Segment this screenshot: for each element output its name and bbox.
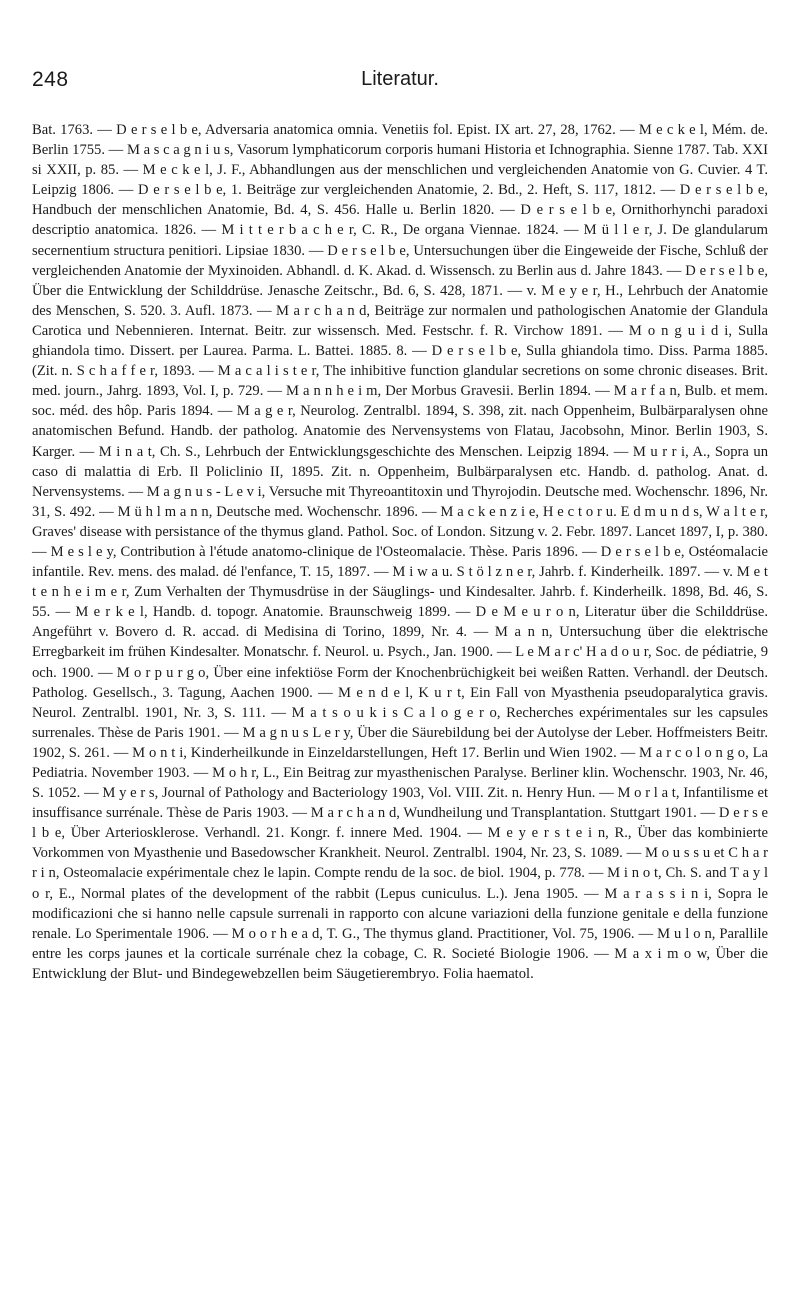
page-header (32, 68, 768, 100)
page-number: 248 (32, 68, 69, 91)
running-title: Literatur. (361, 68, 439, 90)
bibliography-paragraph: Bat. 1763. — D e r s e l b e, Adversaria anatomica omnia. Venetiis fol. Epist. IX art. 27, 28, 1762. — M e c k e l, Mém. de. Berlin 1755. — M a s c a g n i u s, Vasorum lymphaticorum corporis humani Historia et Ichnographia. Sienne 1787. Tab. XXI si XXII, p. 85. — M e c k e l, J. F., Abhandlungen aus der menschlichen und vergleichenden Anatomie von G. Cuvier. 4 T. Leipzig 1806. — D e r s e l b e, 1. Beiträge zur vergleichenden Anatomie, 2. Bd., 2. Heft, S. 117, 1812. — D e r s e l b e, Handbuch der menschlichen Anatomie, Bd. 4, S. 456. Halle u. Berlin 1820. — D e r s e l b e, Ornithorhynchi paradoxi descriptio anatomica. 1826. — M i t t e r b a c h e r, C. R., De organa Viennae. 1824. — M ü l l e r, J. De glandularum secernentium structura penitiori. Lipsiae 1830. — D e r s e l b e, Untersuchungen über die Eingeweide der Fische, Schluß der vergleichenden Anatomie der Myxinoiden. Abhandl. d. K. Akad. d. Wissensch. zu Berlin aus d. Jahre 1843. — D e r s e l b e, Über die Entwicklung der Schilddrüse. Jenasche Zeitschr., Bd. 6, S. 428, 1871. — v. M e y e r, H., Lehrbuch der Anatomie des Menschen, S. 520. 3. Aufl. 1873. — M a r c h a n d, Beiträge zur normalen und pathologischen Anatomie der Glandula Carotica und Nebennieren. Internat. Beitr. zur wissensch. Med. Festschr. f. R. Virchow 1891. — M o n g u i d i, Sulla ghiandola timo. Dissert. per Laurea. Parma. L. Battei. 1885. 8. — D e r s e l b e, Sulla ghiandola timo. Diss. Parma 1885. (Zit. n. S c h a f f e r, 1893. — M a c a l i s t e r, The inhibitive function glandular secretions on some chronic diseases. Brit. med. journ., Jahrg. 1893, Vol. I, p. 729. — M a n n h e i m, Der Morbus Gravesii. Berlin 1894. — M a r f a n, Bulb. et mem. soc. méd. des hôp. Paris 1894. — M a g e r, Neurolog. Zentralbl. 1894, S. 398, zit. nach Oppenheim, Bulbärparalysen ohne anatomischen Befund. Handb. der patholog. Anatomie des Nervensystems von Flatau, Jacobsohn, Minor. Berlin 1903, S. Karger. — M i n a t, Ch. S., Lehrbuch der Entwicklungsgeschichte des Menschen. Leipzig 1894. — M u r r i, A., Sopra un caso di malattia di Erb. Il Policlinio II, 1895. Zit. n. Oppenheim, Bulbärparalysen etc. Handb. d. patholog. Anat. d. Nervensystems. — M a g n u s - L e v i, Versuche mit Thyreoantitoxin und Thyrojodin. Deutsche med. Wochenschr. 1896, Nr. 31, S. 492. — M ü h l m a n n, Deutsche med. Wochenschr. 1896. — M a c k e n z i e, H e c t o r u. E d m u n d s, W a l t e r, Graves' disease with persistance of the thymus gland. Pathol. Soc. of London. Sitzung v. 2. Febr. 1897. Lancet 1897, I, p. 380. — M e s l e y, Contribution à l'étude anatomo-clinique de l'Osteomalacie. Thèse. Paris 1896. — D e r s e l b e, Ostéomalacie infantile. Rev. mens. des malad. dé l'enfance, T. 15, 1897. — M i w a u. S t ö l z n e r, Jahrb. f. Kinderheilk. 1897. — v. M e t t e n h e i m e r, Zum Verhalten der Thymusdrüse in der Säuglings- und Kindesalter. Jahrb. f. Kinderheilk. 1898, Bd. 46, S. 55. — M e r k e l, Handb. d. topogr. Anatomie. Braunschweig 1899. — D e M e u r o n, Literatur über die Schilddrüse. Angeführt v. Bovero d. R. accad. di Medisina di Torino, 1899, Nr. 4. — M a n n, Untersuchung über die elektrische Erregbarkeit im frühen Kindesalter. Monatschr. f. Neurol. u. Psych., Jan. 1900. — L e M a r c' H a d o u r, Soc. de pédiatrie, 9 och. 1900. — M o r p u r g o, Über eine infektiöse Form der Knochenbrüchigkeit bei weißen Ratten. Verhandl. der Deutsch. Patholog. Gesellsch., 3. Tagung, Aachen 1900. — M e n d e l, K u r t, Ein Fall von Myasthenia pseudoparalytica gravis. Neurol. Zentralbl. 1901, Nr. 3, S. 111. — M a t s o u k i s C a l o g e r o, Recherches expérimentales sur les capsules surrenales. Thèse de Paris 1901. — M a g n u s L e r y, Über die Säurebildung bei der Autolyse der Leber. Hoffmeisters Beitr. 1902, S. 261. — M o n t i, Kinderheilkunde in Einzeldarstellungen, Heft 17. Berlin und Wien 1902. — M a r c o l o n g o, La Pediatria. November 1903. — M o h r, L., Ein Beitrag zur myasthenischen Paralyse. Berliner klin. Wochenschr. 1903, Nr. 46, S. 1052. — M y e r s, Journal of Pathology and Bacteriology 1903, Vol. VIII. Zit. n. Henry Hun. — M o r l a t, Infantilisme et insuffisance surrénale. Thèse de Paris 1903. — M a r c h a n d, Wundheilung und Transplantation. Stuttgart 1901. — D e r s e l b e, Über Arteriosklerose. Verhandl. 21. Kongr. f. innere Med. 1904. — M e y e r s t e i n, R., Über das kombinierte Vorkommen von Myasthenie und Basedowscher Krankheit. Neurol. Zentralbl. 1904, Nr. 23, S. 1089. — M o u s s u et C h a r r i n, Osteomalacie expérimentale chez le lapin. Compte rendu de la soc. de biol. 1904, p. 778. — M i n o t, Ch. S. and T a y l o r, E., Normal plates of the development of the rabbit (Lepus cuniculus. L.). Jena 1905. — M a r a s s i n i, Sopra le modificazioni che si hanno nelle capsule surrenali in rapporto con alcune variazioni della funzione genitale e della funzione renale. Lo Sperimentale 1906. — M o o r h e a d, T. G., The thymus gland. Practitioner, Vol. 75, 1906. — M u l o n, Parallile entre les corps jaunes et la corticale surrénale chez la cobage, C. R. Societé Biologie 1906. — M a x i m o w, Über die Entwicklung der Blut- und Bindegewebzellen beim Säugetierembryo. Folia haematol. (32, 122, 768, 982)
bibliography-text-block (32, 120, 768, 984)
